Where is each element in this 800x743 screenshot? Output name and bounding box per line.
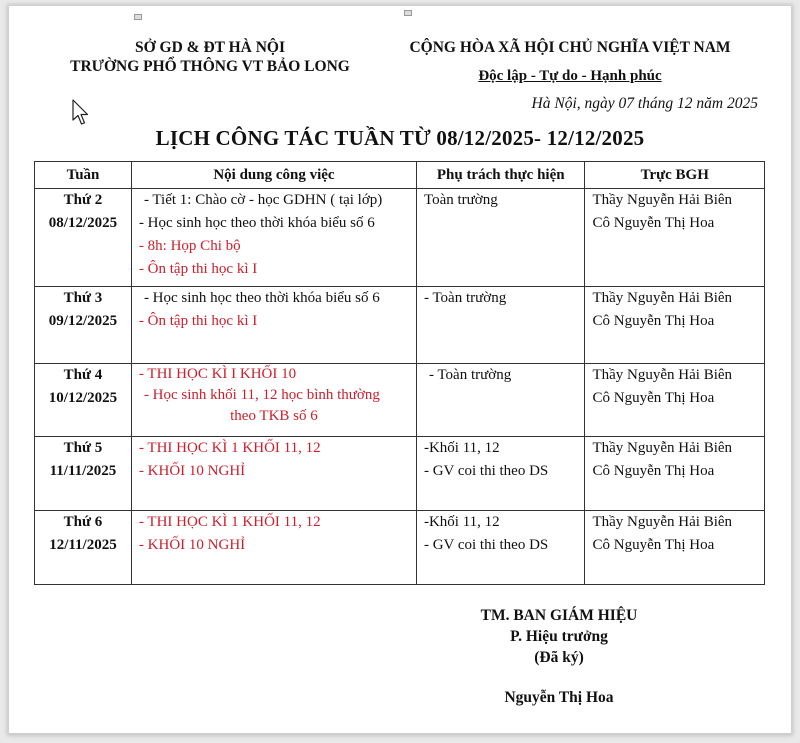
day-cell [35, 287, 132, 364]
responsible-cell [416, 189, 585, 287]
header-department: SỞ GD & ĐT HÀ NỘI [135, 39, 285, 56]
content-line: - KHỐI 10 NGHỈ [138, 537, 246, 553]
schedule-table [34, 161, 765, 585]
duty-line: Cô Nguyễn Thị Hoa [592, 463, 715, 479]
signature-name: Nguyễn Thị Hoa [504, 689, 614, 706]
duty-line: Thầy Nguyễn Hải Biên [592, 440, 733, 456]
content-line: - Học sinh học theo thời khóa biểu số 6 [138, 215, 375, 231]
content-line: - Tiết 1: Chào cờ - học GDHN ( tại lớp) [143, 192, 383, 208]
content-cell [131, 437, 416, 511]
column-header-week: Tuần [35, 162, 132, 189]
weekday: Thứ 4 [63, 367, 103, 383]
responsible-cell [416, 287, 585, 364]
day-cell [35, 364, 132, 437]
duty-cell [585, 511, 765, 585]
header-school: TRƯỜNG PHỔ THÔNG VT BẢO LONG [70, 58, 350, 75]
content-cell [131, 511, 416, 585]
mouse-cursor-icon [72, 99, 90, 127]
duty-line: Thầy Nguyễn Hải Biên [592, 514, 733, 530]
header-organization [40, 38, 380, 76]
ruler-indent-marker[interactable] [134, 14, 142, 20]
header-national [380, 38, 760, 86]
column-header-content: Nội dung công việc [131, 162, 416, 189]
table-row [35, 364, 765, 437]
signature-title: TM. BAN GIÁM HIỆU [480, 607, 638, 624]
date: 08/12/2025 [48, 215, 118, 231]
responsible-line: -Khối 11, 12 [423, 440, 500, 456]
signature-block [474, 605, 644, 708]
duty-line: Cô Nguyễn Thị Hoa [592, 215, 715, 231]
day-cell [35, 437, 132, 511]
duty-line: Cô Nguyễn Thị Hoa [592, 390, 715, 406]
duty-line: Thầy Nguyễn Hải Biên [592, 367, 733, 383]
responsible-cell [416, 511, 585, 585]
signature-status: (Đã ký) [534, 649, 584, 666]
column-header-duty: Trực BGH [585, 162, 765, 189]
table-row [35, 437, 765, 511]
responsible-line: - GV coi thi theo DS [423, 537, 549, 553]
date: 10/12/2025 [48, 390, 118, 406]
column-header-responsible: Phụ trách thực hiện [416, 162, 585, 189]
weekday: Thứ 3 [63, 290, 103, 306]
duty-line: Cô Nguyễn Thị Hoa [592, 313, 715, 329]
duty-cell [585, 189, 765, 287]
content-line: - THI HỌC KÌ 1 KHỐI 11, 12 [138, 514, 321, 530]
duty-cell [585, 364, 765, 437]
day-cell [35, 189, 132, 287]
weekday: Thứ 6 [63, 514, 103, 530]
content-cell [131, 287, 416, 364]
duty-line: Thầy Nguyễn Hải Biên [592, 192, 733, 208]
responsible-line: Toàn trường [423, 192, 498, 208]
duty-cell [585, 437, 765, 511]
responsible-line: -Khối 11, 12 [423, 514, 500, 530]
document-date: Hà Nội, ngày 07 tháng 12 năm 2025 [531, 95, 758, 112]
page-title: LỊCH CÔNG TÁC TUẦN TỪ 08/12/2025- 12/12/2025 [155, 126, 645, 150]
duty-line: Cô Nguyễn Thị Hoa [592, 537, 715, 553]
date: 09/12/2025 [48, 313, 118, 329]
responsible-line: - GV coi thi theo DS [423, 463, 549, 479]
responsible-line: - Toàn trường [428, 367, 512, 383]
content-line: - Ôn tập thi học kì I [138, 261, 258, 277]
header-country: CỘNG HÒA XÃ HỘI CHỦ NGHĨA VIỆT NAM [409, 39, 731, 56]
content-line: - THI HỌC KÌ 1 KHỐI 11, 12 [138, 440, 321, 456]
content-line: - KHỐI 10 NGHỈ [138, 463, 246, 479]
weekday: Thứ 5 [63, 440, 103, 456]
day-cell [35, 511, 132, 585]
table-row [35, 189, 765, 287]
signature-position: P. Hiệu trưởng [510, 628, 608, 645]
table-row [35, 511, 765, 585]
content-line: - Học sinh khối 11, 12 học bình thường [143, 387, 380, 403]
duty-cell [585, 287, 765, 364]
responsible-cell [416, 364, 585, 437]
content-line: theo TKB số 6 [230, 408, 318, 424]
content-line: - Học sinh học theo thời khóa biểu số 6 [143, 290, 380, 306]
responsible-cell [416, 437, 585, 511]
content-line: - 8h: Họp Chi bộ [138, 238, 241, 254]
date: 12/11/2025 [49, 537, 117, 553]
table-header-row [35, 162, 765, 189]
weekday: Thứ 2 [63, 192, 103, 208]
content-line: - Ôn tập thi học kì I [138, 313, 258, 329]
ruler-tab-marker[interactable] [404, 10, 412, 16]
header-motto: Độc lập - Tự do - Hạnh phúc [478, 68, 662, 84]
table-row [35, 287, 765, 364]
responsible-line: - Toàn trường [423, 290, 507, 306]
content-cell [131, 189, 416, 287]
duty-line: Thầy Nguyễn Hải Biên [592, 290, 733, 306]
date: 11/11/2025 [49, 463, 117, 479]
content-line: - THI HỌC KÌ I KHỐI 10 [138, 366, 297, 382]
content-cell [131, 364, 416, 437]
